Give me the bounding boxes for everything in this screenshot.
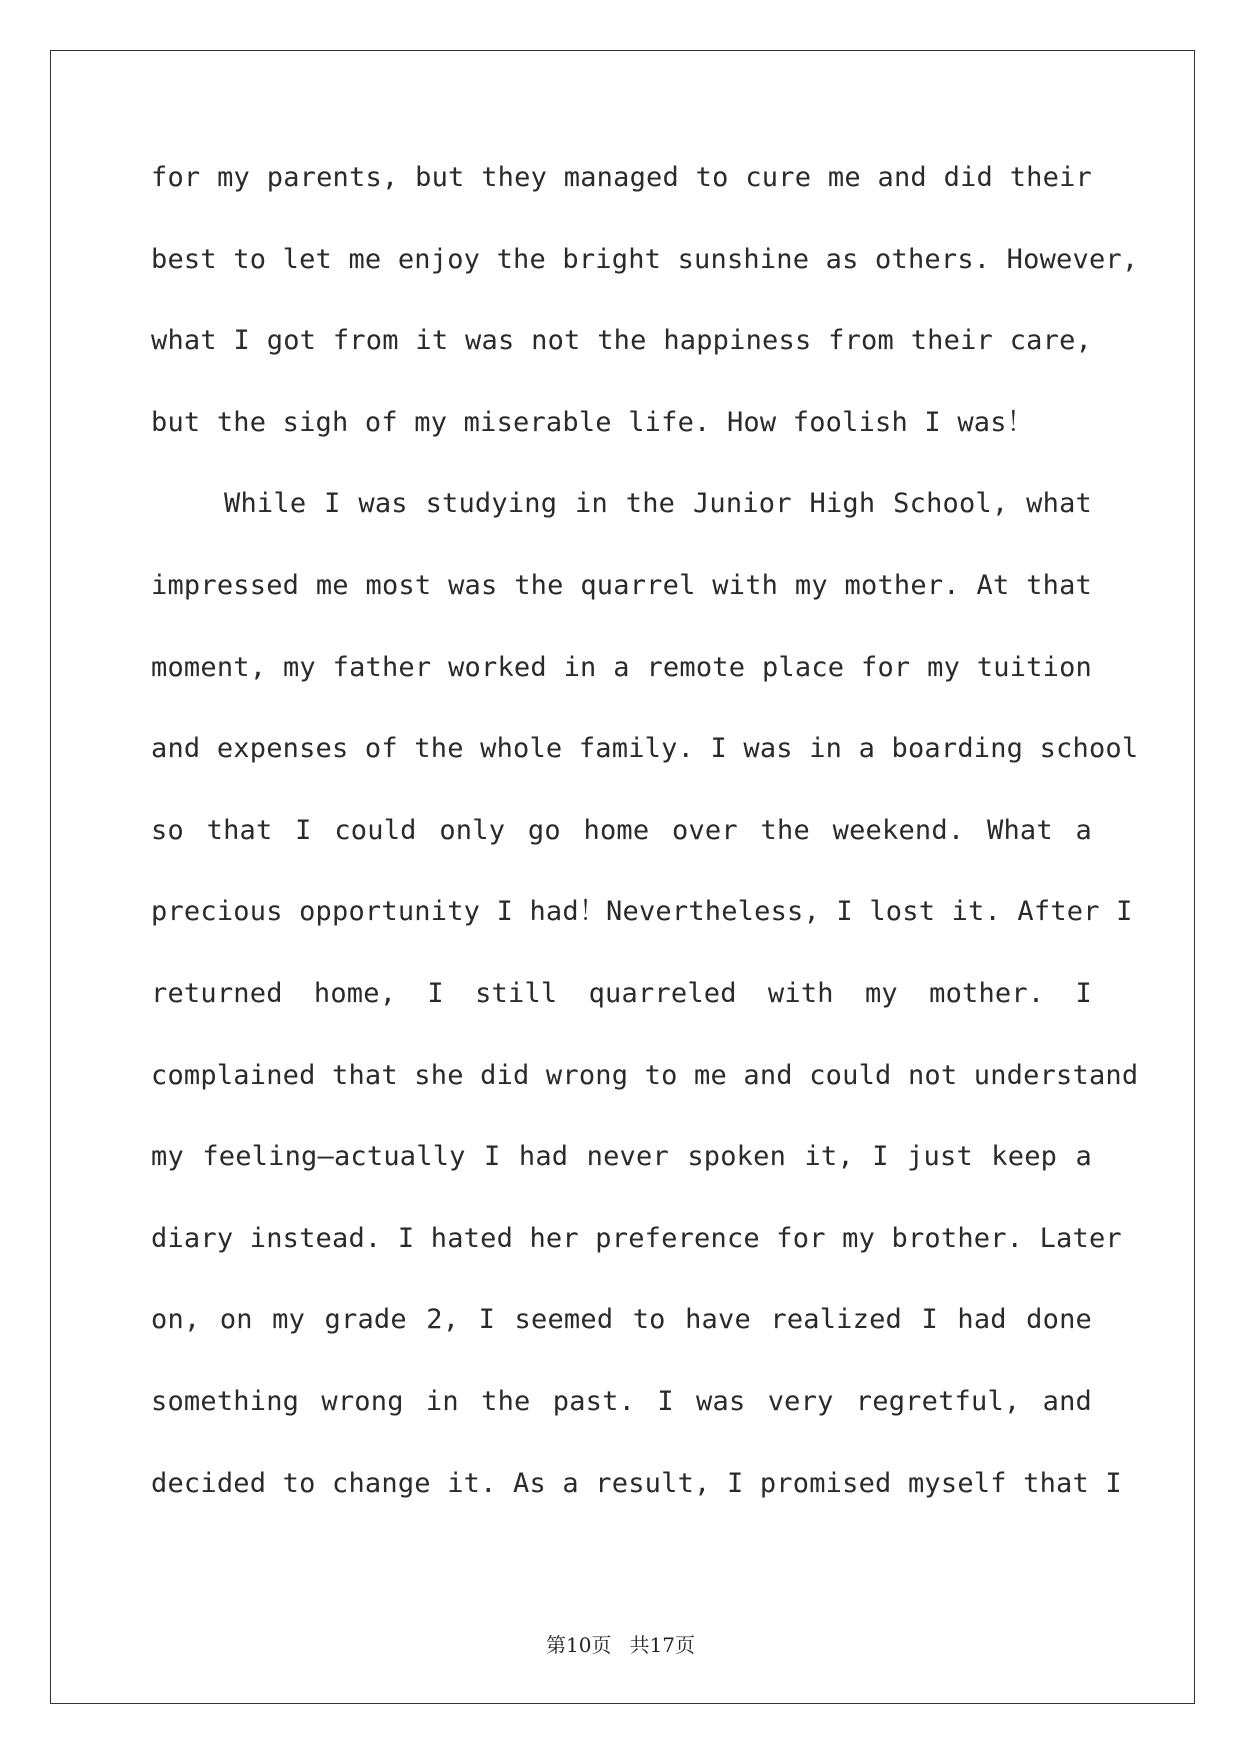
page-total: 共17页 [629,1633,695,1657]
page-footer [0,1632,1241,1658]
text-line-13: my feeling—actually I had never spoken it, I just keep a [151,1141,1092,1173]
body-text [151,158,1139,1545]
text-line-12: complained that she did wrong to me and could not understand [151,1059,1139,1091]
text-line-1: for my parents, but they managed to cure me and did their [151,162,1092,193]
text-line-3: what I got from it was not the happiness from their care, [151,325,1092,357]
text-line-4: but the sigh of my miserable life. How foolish I was！ [151,406,1034,438]
text-line-9: so that I could only go home over the weekend. What a [151,814,1092,846]
text-line-17: decided to change it. As a result, I promised myself that I [151,1467,1122,1499]
text-line-2: best to let me enjoy the bright sunshine as others. However, [151,243,1139,275]
text-line-14: diary instead. I hated her preference for my brother. Later [151,1222,1122,1254]
page-number: 第10页 [546,1633,612,1657]
text-line-10: precious opportunity I had！Nevertheless, I lost it. After I [151,896,1133,928]
text-line-15: on, on my grade 2, I seemed to have realized I had done [151,1304,1092,1336]
text-line-7: moment, my father worked in a remote place for my tuition [151,651,1092,683]
text-line-16: something wrong in the past. I was very regretful, and [151,1385,1092,1417]
text-line-5: While I was studying in the Junior High School, what [224,488,1092,520]
text-line-11: returned home, I still quarreled with my mother. I [151,977,1092,1009]
text-line-8: and expenses of the whole family. I was in a boarding school [151,733,1139,765]
text-line-6: impressed me most was the quarrel with my mother. At that [151,569,1092,601]
